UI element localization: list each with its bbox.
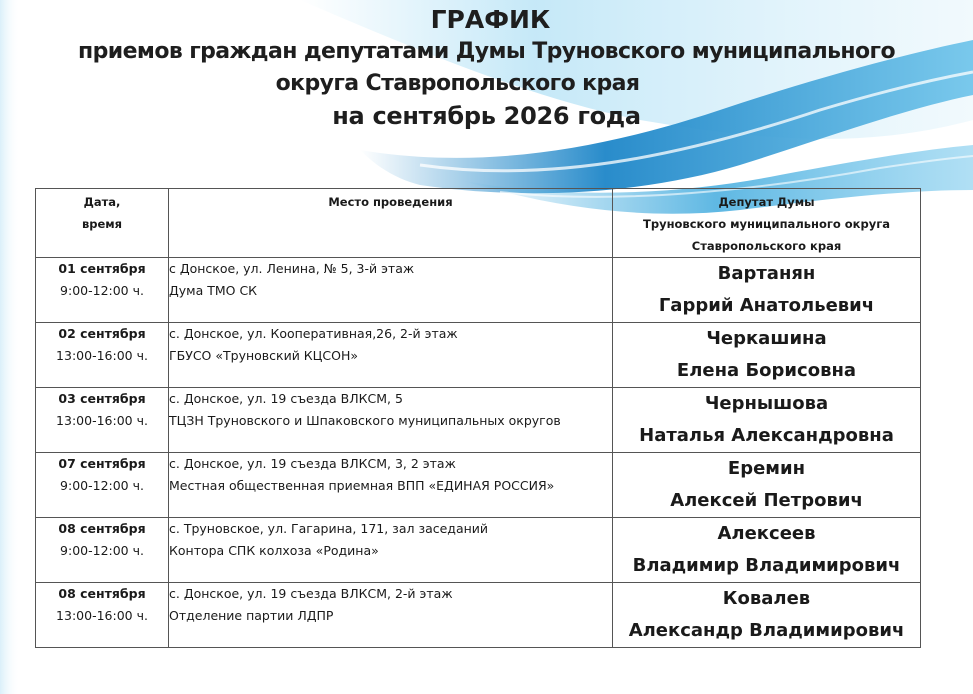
- deputy-surname: Ковалев: [722, 588, 811, 609]
- place-organization: ГБУСО «Труновский КЦСОН»: [169, 348, 358, 363]
- deputy-name: Алексей Петрович: [670, 490, 863, 511]
- place-cell: [169, 518, 613, 583]
- reception-time: 13:00-16:00 ч.: [56, 608, 148, 623]
- header-place-label: Место проведения: [328, 195, 453, 209]
- deputy-cell: [613, 323, 921, 388]
- title-subtitle-line2: округа Ставропольского края: [275, 71, 640, 96]
- place-cell: [169, 323, 613, 388]
- reception-time: 9:00-12:00 ч.: [60, 478, 144, 493]
- document-title: [0, 4, 973, 132]
- place-organization: Дума ТМО СК: [169, 283, 258, 298]
- header-deputy: [613, 189, 921, 258]
- deputy-surname: Еремин: [727, 458, 806, 479]
- place-address: с Донское, ул. Ленина, № 5, 3-й этаж: [169, 261, 415, 276]
- place-cell: [169, 453, 613, 518]
- reception-time: 13:00-16:00 ч.: [56, 413, 148, 428]
- table-row: [36, 388, 921, 453]
- deputy-name: Владимир Владимирович: [632, 555, 901, 576]
- schedule-table: [35, 188, 921, 648]
- place-cell: [169, 258, 613, 323]
- header-date-time: [36, 189, 169, 258]
- place-organization: ТЦЗН Труновского и Шпаковского муниципальных округов: [169, 413, 561, 428]
- header-date-label: Дата,: [83, 195, 121, 209]
- table-row: [36, 453, 921, 518]
- deputy-name: Наталья Александровна: [639, 425, 894, 446]
- deputy-cell: [613, 583, 921, 648]
- reception-date: 03 сентября: [58, 391, 146, 406]
- reception-date: 08 сентября: [58, 586, 146, 601]
- deputy-name: Елена Борисовна: [676, 360, 857, 381]
- date-cell: [36, 453, 169, 518]
- deputy-surname: Вартанян: [717, 263, 816, 284]
- reception-time: 9:00-12:00 ч.: [60, 543, 144, 558]
- date-cell: [36, 518, 169, 583]
- date-cell: [36, 323, 169, 388]
- place-address: с. Донское, ул. Кооперативная,26, 2-й этаж: [169, 326, 458, 341]
- table-header-row: [36, 189, 921, 258]
- table-row: [36, 258, 921, 323]
- deputy-cell: [613, 518, 921, 583]
- place-organization: Отделение партии ЛДПР: [169, 608, 334, 623]
- table-row: [36, 323, 921, 388]
- header-place: [169, 189, 613, 258]
- date-cell: [36, 583, 169, 648]
- table-row: [36, 583, 921, 648]
- reception-date: 07 сентября: [58, 456, 146, 471]
- deputy-cell: [613, 453, 921, 518]
- header-deputy-label-3: Ставропольского края: [691, 239, 842, 253]
- header-deputy-label-2: Труновского муниципального округа: [643, 217, 890, 231]
- place-cell: [169, 388, 613, 453]
- title-heading: ГРАФИК: [430, 5, 551, 34]
- reception-time: 9:00-12:00 ч.: [60, 283, 144, 298]
- deputy-surname: Алексеев: [717, 523, 816, 544]
- deputy-cell: [613, 388, 921, 453]
- place-address: с. Труновское, ул. Гагарина, 171, зал заседаний: [169, 521, 489, 536]
- place-organization: Местная общественная приемная ВПП «ЕДИНАЯ РОССИЯ»: [169, 478, 555, 493]
- header-deputy-label-1: Депутат Думы: [718, 195, 815, 209]
- deputy-surname: Чернышова: [704, 393, 829, 414]
- title-period: на сентябрь 2026 года: [332, 102, 641, 130]
- reception-date: 08 сентября: [58, 521, 146, 536]
- table-row: [36, 518, 921, 583]
- date-cell: [36, 258, 169, 323]
- reception-date: 02 сентября: [58, 326, 146, 341]
- deputy-cell: [613, 258, 921, 323]
- title-subtitle-line1: приемов граждан депутатами Думы Труновского муниципального: [78, 39, 895, 64]
- place-organization: Контора СПК колхоза «Родина»: [169, 543, 379, 558]
- reception-date: 01 сентября: [58, 261, 146, 276]
- place-cell: [169, 583, 613, 648]
- date-cell: [36, 388, 169, 453]
- header-time-label: время: [81, 217, 123, 231]
- place-address: с. Донское, ул. 19 съезда ВЛКСМ, 3, 2 этаж: [169, 456, 456, 471]
- deputy-surname: Черкашина: [706, 328, 827, 349]
- place-address: с. Донское, ул. 19 съезда ВЛКСМ, 5: [169, 391, 403, 406]
- place-address: с. Донское, ул. 19 съезда ВЛКСМ, 2-й этаж: [169, 586, 453, 601]
- deputy-name: Александр Владимирович: [628, 620, 905, 641]
- deputy-name: Гаррий Анатольевич: [658, 295, 875, 316]
- reception-time: 13:00-16:00 ч.: [56, 348, 148, 363]
